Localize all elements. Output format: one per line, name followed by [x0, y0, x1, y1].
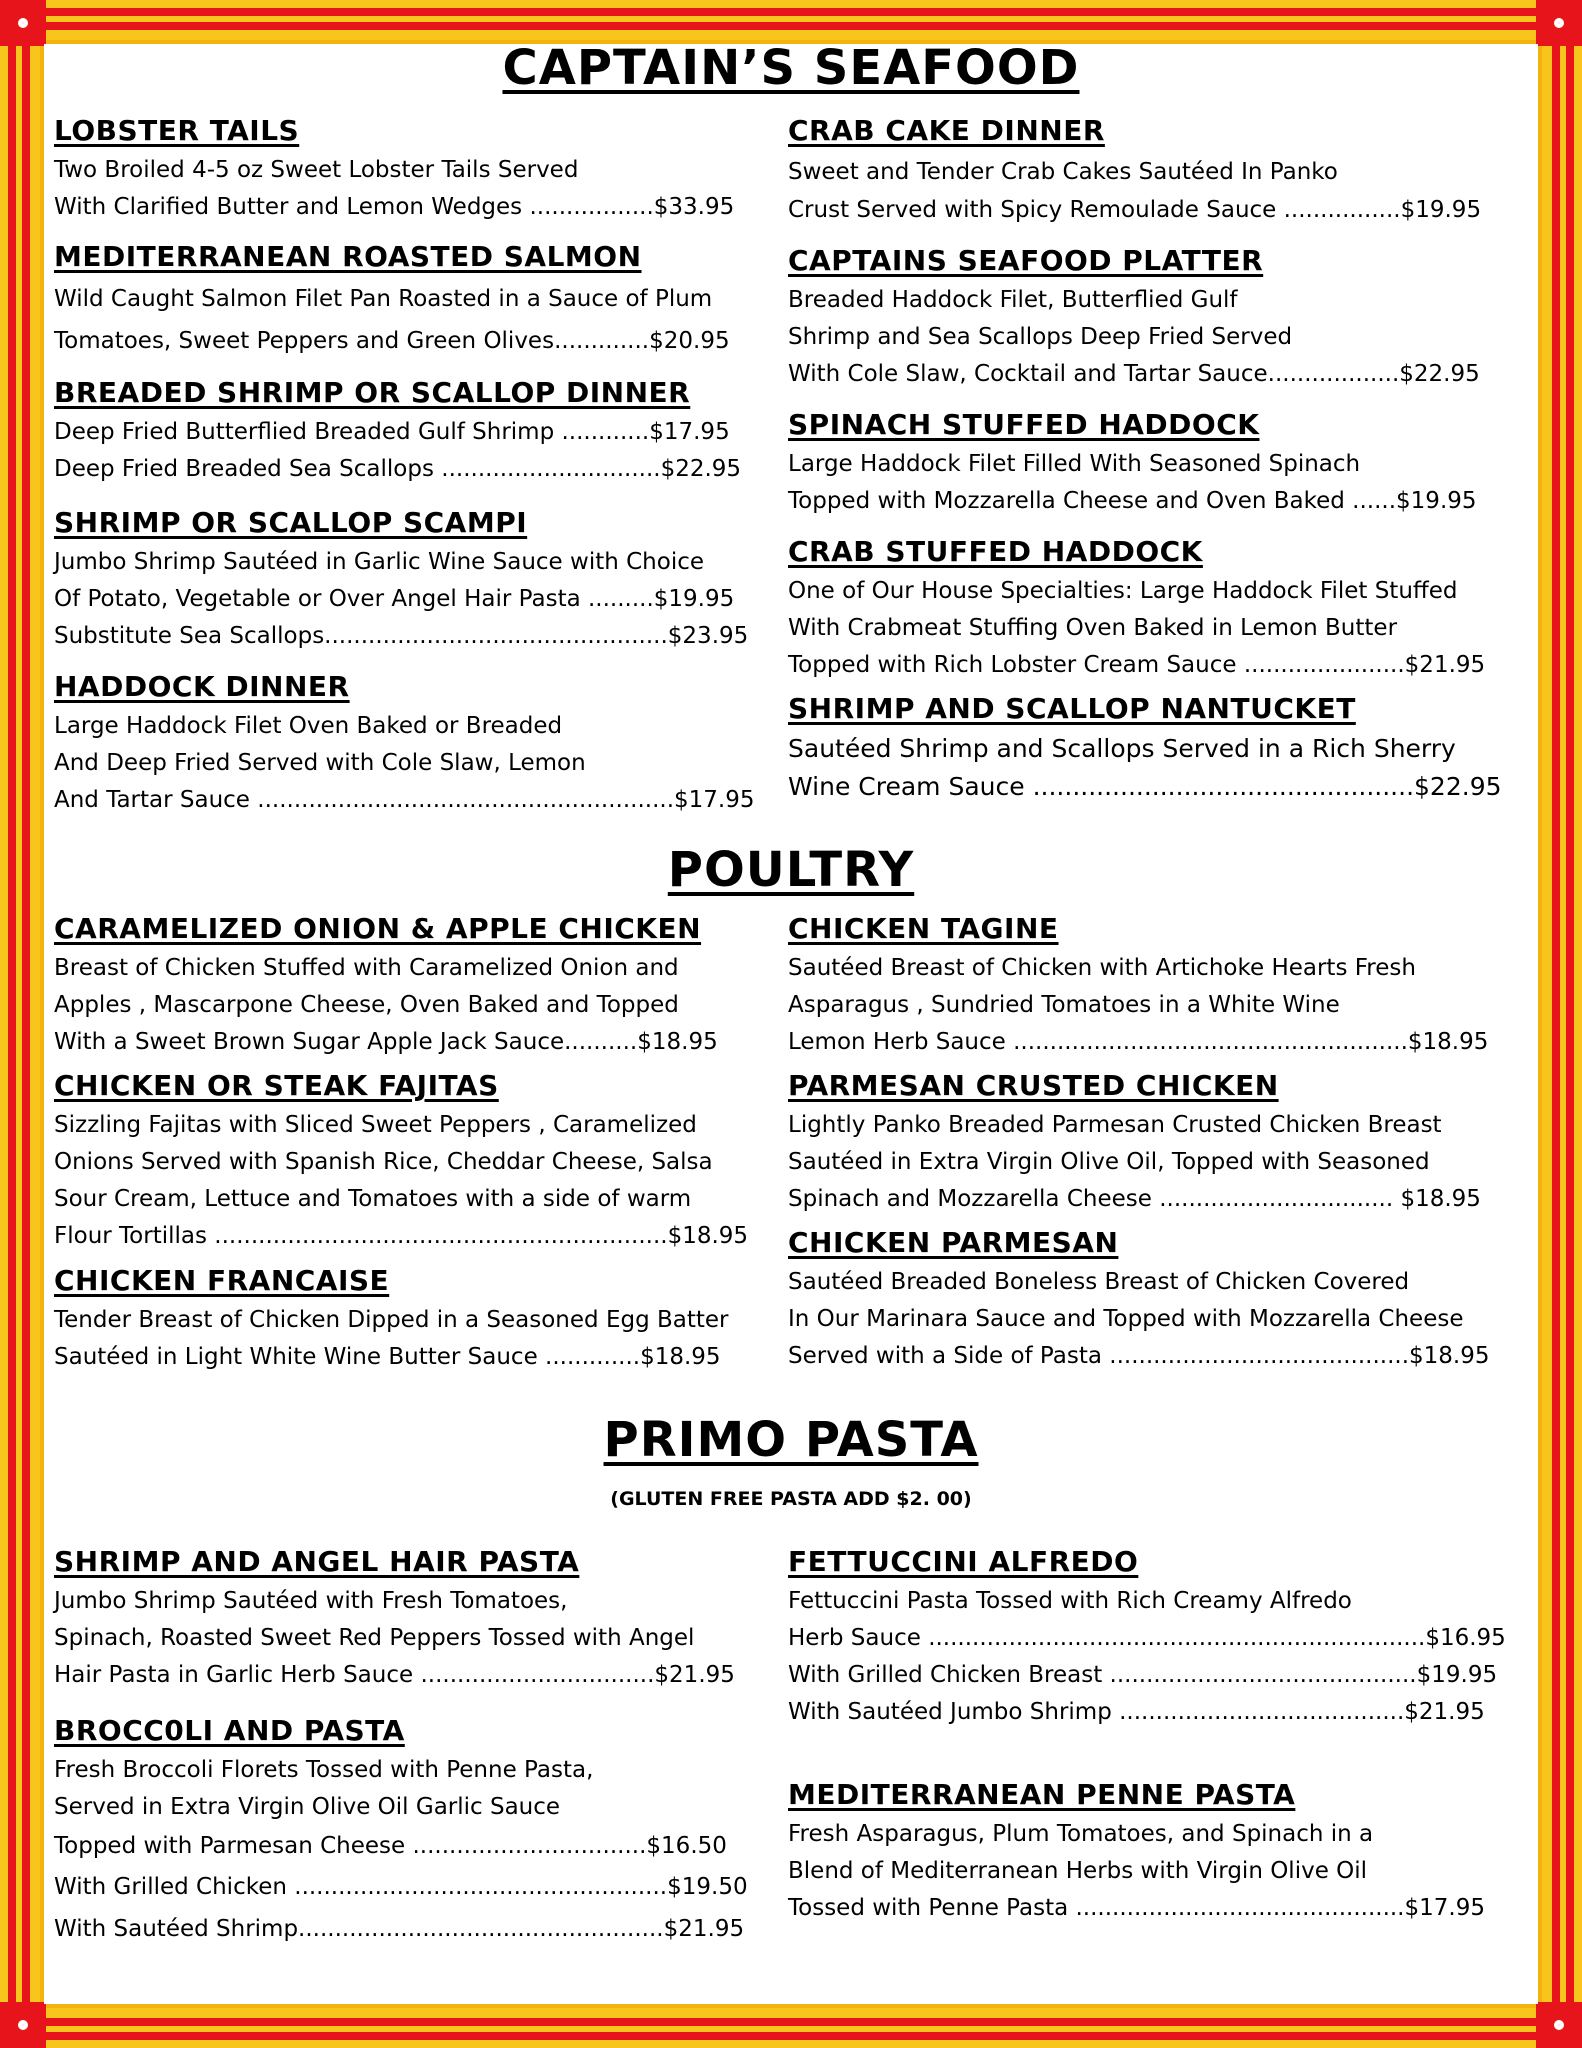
item-desc: Breast of Chicken Stuffed with Caramelized Onion and [54, 955, 679, 981]
item-desc: Lemon Herb Sauce ......................................................$18.95 [788, 1029, 1489, 1055]
item-desc: Deep Fried Butterflied Breaded Gulf Shrimp ............$17.95 [54, 419, 730, 445]
item-name: BROCC0LI AND PASTA [54, 1714, 405, 1747]
item-desc: Spinach and Mozzarella Cheese ................................ $18.95 [788, 1186, 1481, 1212]
item-desc: With Crabmeat Stuffing Oven Baked in Lemon Butter [788, 615, 1398, 641]
item-desc: Tossed with Penne Pasta .............................................$17.95 [788, 1895, 1485, 1921]
menu-item [788, 692, 1518, 806]
item-name: CAPTAINS SEAFOOD PLATTER [788, 244, 1264, 277]
item-desc: And Deep Fried Served with Cole Slaw, Lemon [54, 750, 586, 776]
item-name: CHICKEN TAGINE [788, 912, 1059, 945]
item-desc: Sautéed Breaded Boneless Breast of Chicken Covered [788, 1269, 1410, 1295]
item-desc: Topped with Parmesan Cheese ................................$16.50 [54, 1833, 727, 1859]
menu-item [788, 1226, 1518, 1375]
item-desc: And Tartar Sauce .........................................................$17.95 [54, 787, 755, 813]
item-name: CRAB CAKE DINNER [788, 114, 1105, 147]
item-name: MEDITERRANEAN ROASTED SALMON [54, 240, 642, 273]
corner-ornament [1536, 2002, 1582, 2048]
item-name: SPINACH STUFFED HADDOCK [788, 408, 1260, 441]
item-desc: Lightly Panko Breaded Parmesan Crusted Chicken Breast [788, 1112, 1442, 1138]
item-desc: With Grilled Chicken Breast ..........................................$19.95 [788, 1662, 1498, 1688]
item-desc: Blend of Mediterranean Herbs with Virgin Olive Oil [788, 1858, 1368, 1884]
item-desc: Apples , Mascarpone Cheese, Oven Baked and Topped [54, 992, 679, 1018]
item-desc: One of Our House Specialties: Large Haddock Filet Stuffed [788, 578, 1458, 604]
menu-item [788, 1069, 1518, 1218]
item-desc: Sautéed Shrimp and Scallops Served in a Rich Sherry [788, 734, 1456, 763]
section-title-pasta: PRIMO PASTA [603, 1412, 979, 1468]
item-name: SHRIMP AND ANGEL HAIR PASTA [54, 1545, 580, 1578]
item-desc: Fresh Broccoli Florets Tossed with Penne Pasta, [54, 1757, 594, 1783]
item-name: FETTUCCINI ALFREDO [788, 1545, 1139, 1578]
item-desc: Jumbo Shrimp Sautéed in Garlic Wine Sauce with Choice [54, 549, 705, 575]
menu-item [54, 1545, 766, 1694]
item-desc: Sautéed Breast of Chicken with Artichoke Hearts Fresh [788, 955, 1416, 981]
menu-item [788, 408, 1518, 520]
corner-ornament [0, 2002, 46, 2048]
border-bottom [0, 2008, 1582, 2048]
item-desc: Deep Fried Breaded Sea Scallops ..............................$22.95 [54, 456, 742, 482]
item-desc: Sautéed in Extra Virgin Olive Oil, Topped with Seasoned [788, 1149, 1430, 1175]
menu-item [54, 912, 766, 1061]
item-name: CRAB STUFFED HADDOCK [788, 535, 1203, 568]
item-desc: Topped with Mozzarella Cheese and Oven Baked ......$19.95 [788, 488, 1477, 514]
item-desc: With Sautéed Shrimp..................................................$21.95 [54, 1916, 745, 1942]
item-desc: Substitute Sea Scallops...............................................$23.95 [54, 623, 749, 649]
menu-item [54, 1714, 766, 1950]
border-left [0, 0, 40, 2048]
item-desc: Asparagus , Sundried Tomatoes in a White Wine [788, 992, 1340, 1018]
item-desc: Sautéed in Light White Wine Butter Sauce .............$18.95 [54, 1344, 721, 1370]
item-desc: In Our Marinara Sauce and Topped with Mozzarella Cheese [788, 1306, 1464, 1332]
item-desc: Served in Extra Virgin Olive Oil Garlic Sauce [54, 1794, 561, 1820]
item-desc: Served with a Side of Pasta .........................................$18.95 [788, 1343, 1490, 1369]
item-desc: Fettuccini Pasta Tossed with Rich Creamy Alfredo [788, 1588, 1352, 1614]
item-name: CHICKEN FRANCAISE [54, 1264, 390, 1297]
item-desc: Sweet and Tender Crab Cakes Sautéed In Panko [788, 159, 1338, 185]
item-desc: Onions Served with Spanish Rice, Cheddar Cheese, Salsa [54, 1149, 713, 1175]
item-desc: Crust Served with Spicy Remoulade Sauce ................$19.95 [788, 197, 1482, 223]
menu-item [54, 376, 766, 488]
item-desc: Large Haddock Filet Oven Baked or Breaded [54, 713, 563, 739]
item-desc: With a Sweet Brown Sugar Apple Jack Sauce..........$18.95 [54, 1029, 718, 1055]
item-desc: Spinach, Roasted Sweet Red Peppers Tossed with Angel [54, 1625, 695, 1651]
item-desc: Two Broiled 4-5 oz Sweet Lobster Tails Served [54, 157, 579, 183]
menu-item [54, 114, 766, 226]
section-title-seafood: CAPTAIN’S SEAFOOD [502, 40, 1080, 96]
border-right [1542, 0, 1582, 2048]
menu-item [788, 1778, 1518, 1927]
item-desc: With Cole Slaw, Cocktail and Tartar Sauce..................$22.95 [788, 361, 1480, 387]
item-name: CHICKEN PARMESAN [788, 1226, 1119, 1259]
item-name: MEDITERRANEAN PENNE PASTA [788, 1778, 1296, 1811]
menu-item [788, 535, 1518, 684]
item-name: PARMESAN CRUSTED CHICKEN [788, 1069, 1279, 1102]
menu-item [54, 1069, 766, 1255]
gluten-free-note: (GLUTEN FREE PASTA ADD $2. 00) [610, 1488, 972, 1510]
item-name: SHRIMP OR SCALLOP SCAMPI [54, 506, 528, 539]
border-top [0, 0, 1582, 40]
item-desc: Hair Pasta in Garlic Herb Sauce ................................$21.95 [54, 1662, 735, 1688]
menu-item [788, 912, 1518, 1061]
item-desc: With Clarified Butter and Lemon Wedges .................$33.95 [54, 194, 735, 220]
item-desc: Shrimp and Sea Scallops Deep Fried Served [788, 324, 1293, 350]
item-name: CHICKEN OR STEAK FAJITAS [54, 1069, 499, 1102]
item-name: LOBSTER TAILS [54, 114, 300, 147]
item-desc: Wild Caught Salmon Filet Pan Roasted in a Sauce of Plum [54, 286, 713, 312]
item-desc: Wine Cream Sauce ................................................$22.95 [788, 772, 1502, 801]
item-name: HADDOCK DINNER [54, 670, 350, 703]
section-title-poultry: POULTRY [667, 842, 915, 898]
item-desc: Breaded Haddock Filet, Butterflied Gulf [788, 287, 1238, 313]
item-desc: Jumbo Shrimp Sautéed with Fresh Tomatoes, [54, 1588, 568, 1614]
item-desc: Topped with Rich Lobster Cream Sauce ......................$21.95 [788, 652, 1486, 678]
menu-item [54, 240, 766, 362]
item-name: SHRIMP AND SCALLOP NANTUCKET [788, 692, 1356, 725]
menu-item [788, 1545, 1518, 1731]
item-desc: With Sautéed Jumbo Shrimp .......................................$21.95 [788, 1699, 1485, 1725]
menu-item [788, 244, 1518, 393]
item-desc: Tender Breast of Chicken Dipped in a Seasoned Egg Batter [54, 1307, 729, 1333]
menu-item [54, 506, 766, 655]
item-desc: Fresh Asparagus, Plum Tomatoes, and Spinach in a [788, 1821, 1374, 1847]
item-name: BREADED SHRIMP OR SCALLOP DINNER [54, 376, 691, 409]
item-desc: With Grilled Chicken ...................................................$19.50 [54, 1874, 748, 1900]
item-name: CARAMELIZED ONION & APPLE CHICKEN [54, 912, 702, 945]
menu-item [54, 670, 766, 819]
item-desc: Herb Sauce ....................................................................$16.95 [788, 1625, 1506, 1651]
item-desc: Large Haddock Filet Filled With Seasoned Spinach [788, 451, 1361, 477]
menu-item [54, 1264, 766, 1376]
item-desc: Sour Cream, Lettuce and Tomatoes with a side of warm [54, 1186, 692, 1212]
item-desc: Of Potato, Vegetable or Over Angel Hair Pasta .........$19.95 [54, 586, 735, 612]
item-desc: Flour Tortillas ..............................................................$18.95 [54, 1223, 749, 1249]
menu-item [788, 114, 1518, 228]
item-desc: Sizzling Fajitas with Sliced Sweet Peppers , Caramelized [54, 1112, 697, 1138]
item-desc: Tomatoes, Sweet Peppers and Green Olives.............$20.95 [54, 328, 730, 354]
